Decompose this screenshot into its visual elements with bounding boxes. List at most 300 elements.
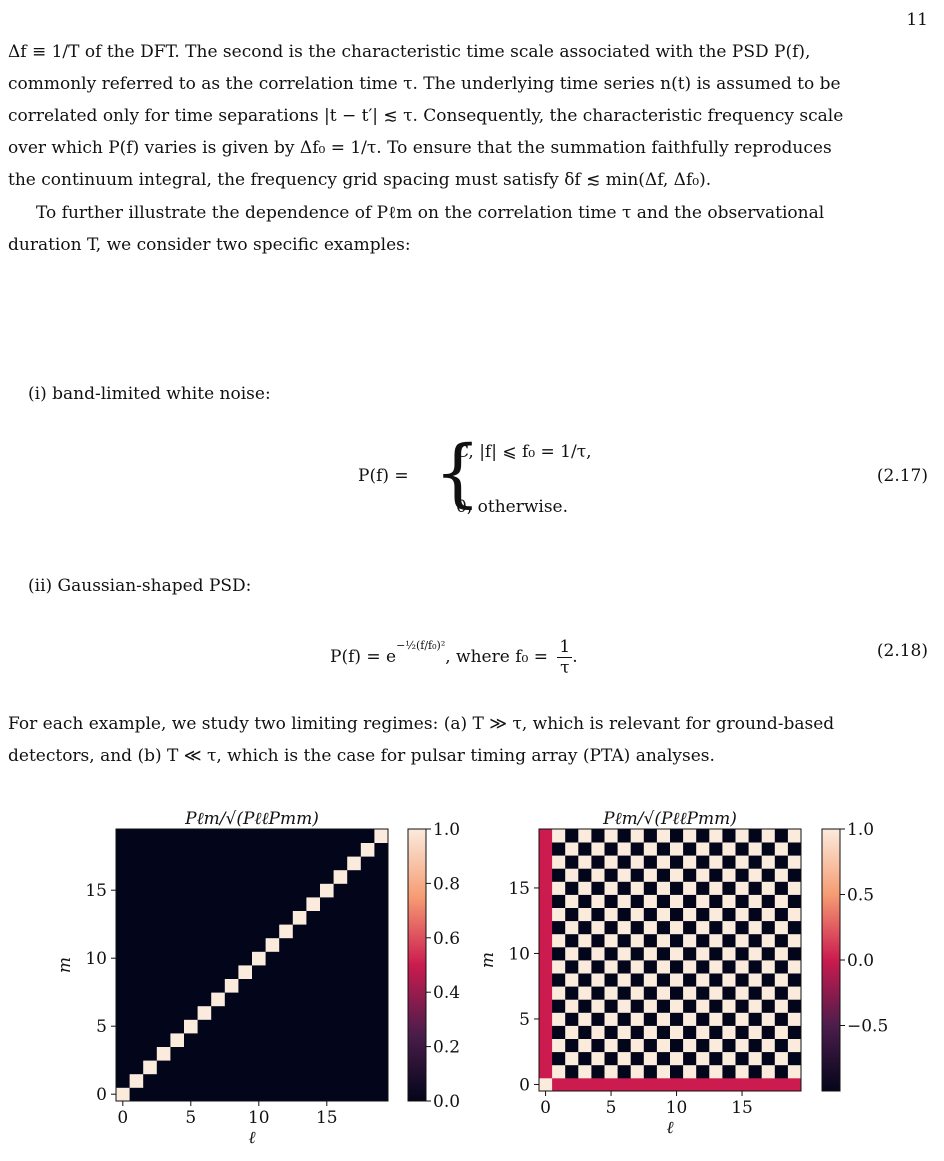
heatmap-cell: [631, 1039, 645, 1053]
heatmap-cell: [657, 855, 671, 869]
equation-2-18-end: .: [572, 647, 578, 667]
heatmap-cell: [238, 1006, 252, 1020]
heatmap-cell: [709, 1039, 723, 1053]
heatmap-cell: [591, 1065, 605, 1079]
heatmap-cell: [198, 965, 212, 979]
heatmap-cell: [775, 934, 789, 948]
heatmap-cell: [279, 1047, 293, 1061]
heatmap-cell: [184, 924, 198, 938]
heatmap-cell: [552, 881, 566, 895]
heatmap-cell: [539, 960, 553, 974]
heatmap-cell: [539, 908, 553, 922]
heatmap-cell: [252, 1060, 266, 1074]
heatmap-cell: [618, 1078, 632, 1092]
heatmap-cell: [279, 951, 293, 965]
heatmap-cell: [157, 856, 171, 870]
heatmap-cell: [266, 1087, 280, 1101]
heatmap-cell: [130, 924, 144, 938]
heatmap-cell: [709, 855, 723, 869]
heatmap-cell: [631, 1078, 645, 1092]
heatmap-cell: [170, 951, 184, 965]
heatmap-cell: [762, 986, 776, 1000]
heatmap-cell: [670, 855, 684, 869]
heatmap-cell: [320, 1033, 334, 1047]
heatmap-cell: [225, 938, 239, 952]
heatmap-cell: [238, 938, 252, 952]
heatmap-cell: [709, 1026, 723, 1040]
heatmap-cell: [696, 842, 710, 856]
heatmap-cell: [374, 1074, 388, 1088]
heatmap-cell: [170, 911, 184, 925]
heatmap-cell: [116, 856, 130, 870]
heatmap-cell: [565, 1078, 579, 1092]
heatmap-cell: [644, 829, 658, 843]
heatmap-cell: [552, 947, 566, 961]
heatmap-cell: [749, 973, 763, 987]
heatmap-cell: [578, 947, 592, 961]
heatmap-cell: [683, 986, 697, 1000]
heatmap-cell: [211, 924, 225, 938]
heatmap-cell: [605, 1052, 619, 1066]
heatmap-cell: [736, 934, 750, 948]
heatmap-cell: [116, 1006, 130, 1020]
heatmap-cell: [578, 1065, 592, 1079]
heatmap-cell: [266, 1074, 280, 1088]
heatmap-cell: [266, 992, 280, 1006]
heatmap-cell: [605, 986, 619, 1000]
heatmap-cell: [347, 979, 361, 993]
heatmap-cell: [293, 1019, 307, 1033]
heatmap-cell: [334, 829, 348, 843]
heatmap-cell: [374, 829, 388, 843]
heatmap-cell: [211, 883, 225, 897]
heatmap-cell: [539, 1012, 553, 1026]
heatmap-cell: [539, 1026, 553, 1040]
paragraph-examples-intro: [8, 197, 932, 261]
heatmap-cell: [374, 883, 388, 897]
list-item-gaussian: (ii) Gaussian-shaped PSD:: [28, 576, 252, 596]
heatmap-cell: [116, 938, 130, 952]
heatmap-cell: [225, 992, 239, 1006]
heatmap-cell: [539, 986, 553, 1000]
heatmap-cell: [252, 1033, 266, 1047]
heatmap-cell: [644, 908, 658, 922]
x-tick-label: 0: [540, 1098, 551, 1118]
heatmap-cell: [198, 1060, 212, 1074]
heatmap-cell: [143, 1087, 157, 1101]
heatmap-cell: [644, 1039, 658, 1053]
heatmap-cell: [736, 1039, 750, 1053]
heatmap-cell: [618, 999, 632, 1013]
heatmap-cell: [347, 938, 361, 952]
heatmap-cell: [670, 986, 684, 1000]
heatmap-cell: [683, 934, 697, 948]
heatmap-cell: [749, 947, 763, 961]
heatmap-cell: [775, 960, 789, 974]
heatmap-cell: [198, 1006, 212, 1020]
heatmap-cell: [143, 1060, 157, 1074]
heatmap-cell: [184, 1074, 198, 1088]
heatmap-cell: [361, 911, 375, 925]
heatmap-cell: [252, 1019, 266, 1033]
heatmap-cell: [225, 965, 239, 979]
heatmap-cell: [306, 1074, 320, 1088]
heatmap-cell: [605, 829, 619, 843]
heatmap-cell: [116, 1033, 130, 1047]
heatmap-cell: [775, 868, 789, 882]
heatmap-cell: [657, 973, 671, 987]
heatmap-cell: [143, 924, 157, 938]
heatmap-cell: [170, 1060, 184, 1074]
heatmap-cell: [293, 951, 307, 965]
heatmap-cell: [374, 843, 388, 857]
heatmap-cell: [618, 1026, 632, 1040]
heatmap-cell: [749, 1012, 763, 1026]
heatmap-cell: [696, 1052, 710, 1066]
heatmap-cell: [361, 1047, 375, 1061]
heatmap-cell: [591, 921, 605, 935]
heatmap-cell: [709, 1052, 723, 1066]
heatmap-cell: [631, 895, 645, 909]
heatmap-cell: [565, 999, 579, 1013]
heatmap-cell: [266, 870, 280, 884]
heatmap-cell: [361, 1074, 375, 1088]
heatmap-cell: [252, 897, 266, 911]
heatmap-cell: [762, 947, 776, 961]
heatmap-cell: [170, 1019, 184, 1033]
heatmap-cell: [279, 843, 293, 857]
heatmap-cell: [762, 1052, 776, 1066]
heatmap-cell: [361, 897, 375, 911]
heatmap-cell: [539, 855, 553, 869]
heatmap-cell: [736, 1012, 750, 1026]
heatmap-cell: [170, 897, 184, 911]
heatmap-cell: [347, 883, 361, 897]
heatmap-cell: [709, 947, 723, 961]
heatmap-cell: [696, 921, 710, 935]
heatmap-cell: [266, 883, 280, 897]
heatmap-cell: [143, 1074, 157, 1088]
heatmap-cell: [657, 947, 671, 961]
heatmap-cell: [252, 911, 266, 925]
heatmap-cell: [306, 843, 320, 857]
heatmap-cell: [157, 1074, 171, 1088]
heatmap-cell: [374, 856, 388, 870]
heatmap-cell: [683, 960, 697, 974]
heatmap-cell: [631, 908, 645, 922]
heatmap-cell: [374, 924, 388, 938]
heatmap-cell: [775, 908, 789, 922]
heatmap-cell: [670, 1026, 684, 1040]
paragraph-line: correlated only for time separations |t − t′| ≲ τ. Consequently, the characteristic frequency scale: [8, 106, 844, 126]
heatmap-cell: [591, 986, 605, 1000]
heatmap-cell: [749, 1026, 763, 1040]
heatmap-cell: [775, 842, 789, 856]
heatmap-cell: [334, 992, 348, 1006]
heatmap-cell: [762, 1065, 776, 1079]
heatmap-cell: [709, 842, 723, 856]
heatmap-cell: [631, 842, 645, 856]
heatmap-cell: [683, 908, 697, 922]
heatmap-cell: [736, 960, 750, 974]
heatmap-cell: [252, 856, 266, 870]
heatmap-cell: [565, 881, 579, 895]
heatmap-cell: [591, 960, 605, 974]
heatmap-cell: [184, 856, 198, 870]
heatmap-cell: [347, 951, 361, 965]
heatmap-cell: [788, 973, 802, 987]
heatmap-cell: [334, 897, 348, 911]
heatmap-cell: [238, 856, 252, 870]
y-axis-label: m: [55, 956, 75, 974]
heatmap-cell: [631, 934, 645, 948]
heatmap-cell: [736, 1052, 750, 1066]
heatmap-cell: [374, 938, 388, 952]
paragraph-line: over which P(f) varies is given by Δf₀ = 1/τ. To ensure that the summation faithfully reproduces: [8, 138, 832, 158]
heatmap-cell: [306, 883, 320, 897]
heatmap-cell: [238, 1087, 252, 1101]
heatmap-cell: [293, 1047, 307, 1061]
heatmap-cell: [306, 938, 320, 952]
heatmap-cell: [696, 895, 710, 909]
colorbar-tick-label: 0.6: [433, 928, 461, 949]
heatmap-cell: [618, 1039, 632, 1053]
heatmap-cell: [736, 895, 750, 909]
heatmap-cell: [565, 908, 579, 922]
heatmap-cell: [749, 1078, 763, 1092]
heatmap-cell: [657, 895, 671, 909]
heatmap-cell: [565, 1065, 579, 1079]
paragraph-line: Δf ≡ 1/T of the DFT. The second is the characteristic time scale associated with the PSD P(f),: [8, 42, 811, 62]
equation-2-18-fraction: [557, 637, 572, 678]
heatmap-cell: [347, 1060, 361, 1074]
heatmap-cell: [225, 856, 239, 870]
heatmap-cell: [293, 938, 307, 952]
heatmap-cell: [361, 870, 375, 884]
heatmap-cell: [279, 965, 293, 979]
heatmap-cell: [143, 870, 157, 884]
heatmap-cell: [184, 1019, 198, 1033]
chart-title: Pℓm/√(PℓℓPmm): [603, 809, 737, 829]
heatmap-cell: [670, 1052, 684, 1066]
heatmap-cell: [157, 911, 171, 925]
heatmap-cell: [293, 897, 307, 911]
heatmap-cell: [631, 960, 645, 974]
heatmap-cell: [591, 908, 605, 922]
heatmap-cell: [539, 1078, 553, 1092]
heatmap-cell: [683, 855, 697, 869]
heatmap-cell: [644, 1052, 658, 1066]
heatmap-cell: [170, 843, 184, 857]
heatmap-cell: [266, 951, 280, 965]
heatmap-cell: [361, 1060, 375, 1074]
heatmap-cell: [238, 951, 252, 965]
heatmap-cell: [736, 947, 750, 961]
paragraph-line: the continuum integral, the frequency grid spacing must satisfy δf ≲ min(Δf, Δf₀).: [8, 170, 712, 190]
heatmap-cell: [157, 1060, 171, 1074]
heatmap-cell: [749, 881, 763, 895]
heatmap-cell: [749, 1052, 763, 1066]
heatmap-cell: [736, 1026, 750, 1040]
heatmap-cell: [143, 829, 157, 843]
heatmap-cell: [143, 979, 157, 993]
heatmap-cell: [293, 924, 307, 938]
heatmap-cell: [657, 986, 671, 1000]
heatmap-cell: [170, 979, 184, 993]
heatmap-cell: [722, 829, 736, 843]
heatmap-cell: [683, 829, 697, 843]
x-tick-label: 10: [665, 1098, 688, 1118]
heatmap-cell: [374, 897, 388, 911]
heatmap-cell: [722, 1012, 736, 1026]
heatmap-cell: [762, 1039, 776, 1053]
heatmap-cell: [279, 1087, 293, 1101]
heatmap-cell: [578, 855, 592, 869]
heatmap-cell: [184, 897, 198, 911]
heatmap-cell: [279, 938, 293, 952]
heatmap-cell: [198, 897, 212, 911]
heatmap-cell: [170, 992, 184, 1006]
heatmap-cell: [347, 1087, 361, 1101]
heatmap-cell: [252, 1047, 266, 1061]
heatmap-cell: [552, 1012, 566, 1026]
heatmap-cell: [788, 999, 802, 1013]
heatmap-cell: [709, 999, 723, 1013]
heatmap-cell: [775, 921, 789, 935]
heatmap-cell: [749, 934, 763, 948]
heatmap-cell: [749, 960, 763, 974]
heatmap-cell: [293, 843, 307, 857]
heatmap-cell: [565, 868, 579, 882]
heatmap-cell: [130, 938, 144, 952]
heatmap-cell: [184, 883, 198, 897]
heatmap-cell: [670, 960, 684, 974]
heatmap-cell: [683, 973, 697, 987]
paragraph-dft-scales: [8, 36, 932, 196]
heatmap-cell: [591, 895, 605, 909]
heatmap-cell: [198, 883, 212, 897]
heatmap-cell: [670, 999, 684, 1013]
heatmap-cell: [252, 965, 266, 979]
heatmap-cell: [320, 965, 334, 979]
heatmap-cell: [552, 960, 566, 974]
heatmap-cell: [578, 1078, 592, 1092]
heatmap-cell: [644, 868, 658, 882]
heatmap-cell: [170, 1047, 184, 1061]
heatmap-cell: [116, 992, 130, 1006]
heatmap-cell: [736, 842, 750, 856]
heatmap-cell: [749, 986, 763, 1000]
heatmap-cell: [788, 868, 802, 882]
heatmap-cell: [644, 1012, 658, 1026]
heatmap-cell: [184, 843, 198, 857]
heatmap-cell: [565, 1012, 579, 1026]
heatmap-cell: [696, 1026, 710, 1040]
fraction-numerator: 1: [559, 637, 571, 657]
heatmap-cell: [252, 829, 266, 843]
heatmap-cell: [683, 842, 697, 856]
heatmap-cell: [116, 911, 130, 925]
heatmap-cell: [644, 934, 658, 948]
heatmap-cell: [157, 979, 171, 993]
heatmap-cell: [143, 965, 157, 979]
heatmap-cell: [736, 1078, 750, 1092]
heatmap-cell: [683, 921, 697, 935]
heatmap-cell: [334, 1006, 348, 1020]
heatmap-cell: [631, 1052, 645, 1066]
y-tick-label: 10: [85, 949, 107, 970]
heatmap-cell: [279, 897, 293, 911]
heatmap-cell: [736, 986, 750, 1000]
heatmap-cell: [736, 921, 750, 935]
heatmap-cell: [565, 1052, 579, 1066]
heatmap-cell: [657, 1026, 671, 1040]
heatmap-cell: [157, 883, 171, 897]
heatmap-cell: [130, 951, 144, 965]
heatmap-cell: [631, 881, 645, 895]
heatmap-cell: [631, 999, 645, 1013]
heatmap-cell: [225, 1019, 239, 1033]
heatmap-cell: [591, 1052, 605, 1066]
heatmap-cell: [644, 986, 658, 1000]
heatmap-cell: [347, 897, 361, 911]
paragraph-line: duration T, we consider two specific examples:: [8, 235, 411, 255]
heatmap-cell: [347, 870, 361, 884]
heatmap-cell: [657, 1039, 671, 1053]
heatmap-cell: [211, 965, 225, 979]
heatmap-cell: [762, 973, 776, 987]
heatmap-cell: [238, 870, 252, 884]
heatmap-cell: [361, 979, 375, 993]
heatmap-cell: [696, 1012, 710, 1026]
heatmap-cell: [775, 855, 789, 869]
heatmap-cell: [306, 897, 320, 911]
heatmap-cell: [618, 947, 632, 961]
heatmap-cell: [198, 1087, 212, 1101]
heatmap-cell: [657, 1012, 671, 1026]
heatmap-cell: [683, 1078, 697, 1092]
heatmap-cell: [279, 1006, 293, 1020]
heatmap-cell: [539, 1052, 553, 1066]
heatmap-cell: [552, 895, 566, 909]
heatmap-cell: [306, 965, 320, 979]
heatmap-cell: [749, 868, 763, 882]
heatmap-cell: [306, 951, 320, 965]
heatmap-cell: [361, 1019, 375, 1033]
heatmap-cell: [539, 829, 553, 843]
heatmap-cell: [670, 947, 684, 961]
equation-2-18-exponent: −½(f/f₀)²: [396, 639, 446, 653]
heatmap-cell: [170, 938, 184, 952]
x-tick-label: 10: [247, 1108, 270, 1128]
heatmap-cell: [644, 895, 658, 909]
heatmap-cell: [552, 1039, 566, 1053]
heatmap-cell: [762, 999, 776, 1013]
heatmap-cell: [775, 1012, 789, 1026]
heatmap-cell: [334, 1047, 348, 1061]
heatmap-cell: [670, 934, 684, 948]
heatmap-cell: [722, 934, 736, 948]
heatmap-cell: [618, 934, 632, 948]
page-number: 11: [906, 10, 928, 30]
heatmap-cell: [130, 843, 144, 857]
heatmap-cell: [696, 973, 710, 987]
heatmap-cell: [657, 842, 671, 856]
heatmap-cell: [605, 973, 619, 987]
heatmap-cell: [696, 947, 710, 961]
heatmap-cell: [211, 911, 225, 925]
heatmap-cell: [170, 829, 184, 843]
